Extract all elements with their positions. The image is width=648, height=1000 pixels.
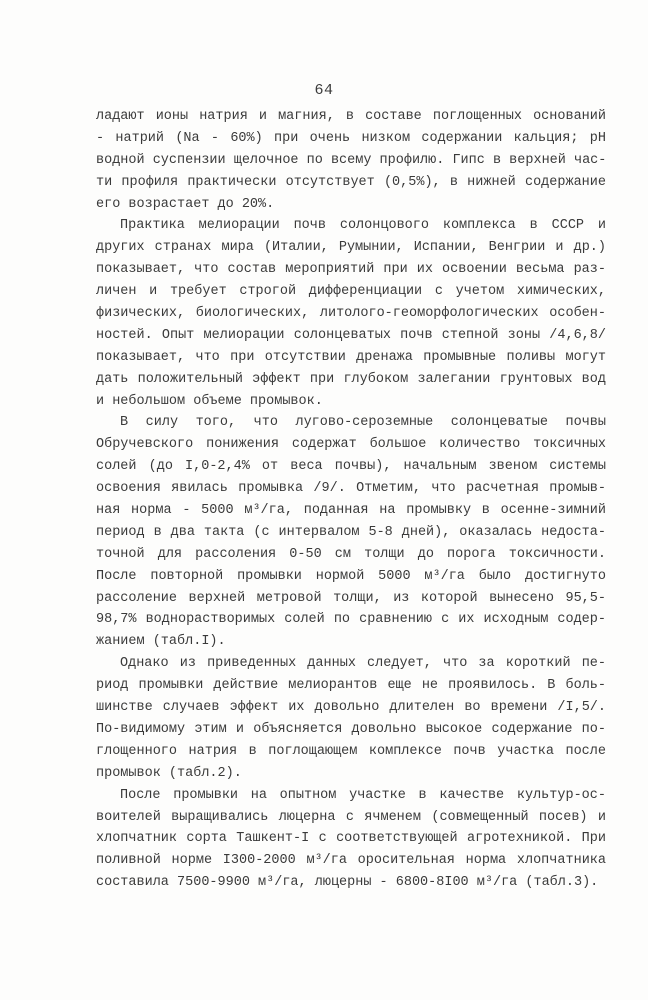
text-line: показывает, что состав мероприятий при их освоении весьма раз- xyxy=(96,262,606,278)
text-line: воителей выращивались люцерна с ячменем (совмещенный посев) и xyxy=(96,809,606,825)
text-line: После повторной промывки нормой 5000 м³/га было достигнуто xyxy=(96,568,606,584)
text-line: освоения явилась промывка /9/. Отметим, что расчетная промыв- xyxy=(96,481,606,497)
text-line: рассоление верхней метровой толщи, из которой вынесено 95,5- xyxy=(96,590,606,606)
text-line: - натрий (Na - 60%) при очень низком содержании кальция; pH xyxy=(96,130,606,146)
text-line: период в два такта (с интервалом 5-8 дней), оказалась недоста- xyxy=(96,524,606,540)
text-line: ная норма - 5000 м³/га, поданная на промывку в осенне-зимний xyxy=(96,503,606,519)
paragraph-continued xyxy=(96,106,606,215)
paragraph-melioration-practice xyxy=(96,215,606,412)
text-line: Практика мелиорации почв солонцового комплекса в СССР и xyxy=(120,218,606,234)
text-line: и небольшом объеме промывок. xyxy=(96,393,323,409)
text-line: По-видимому этим и объясняется довольно высокое содержание по- xyxy=(96,721,606,737)
text-line: точной для рассоления 0-50 см толщи до порога токсичности. xyxy=(96,546,606,562)
text-line: составила 7500-9900 м³/га, люцерны - 6800-8I00 м³/га (табл.3). xyxy=(96,875,599,891)
page-number: 64 xyxy=(314,82,334,99)
paragraph-leaching xyxy=(96,412,606,653)
text-line: Обручевского понижения содержат большое количество токсичных xyxy=(96,437,606,453)
text-line: хлопчатник сорта Ташкент-I с соответствующей агротехникой. При xyxy=(96,831,606,847)
paragraph-ameliorants xyxy=(96,653,606,784)
text-line: промывок (табл.2). xyxy=(96,765,242,781)
text-line: глощенного натрия в поглощающем комплексе почв участка после xyxy=(96,743,606,759)
text-line: ладают ионы натрия и магния, в составе поглощенных оснований xyxy=(96,109,606,124)
text-line: личен и требует строгой дифференциации с учетом химических, xyxy=(96,284,606,300)
text-line: водной суспензии щелочное по всему профилю. Гипс в верхней час- xyxy=(96,152,607,168)
paragraph-crops xyxy=(96,785,606,894)
text-line: шинстве случаев эффект их довольно длителен во времени /I,5/. xyxy=(96,700,606,716)
text-line: 98,7% воднорастворимых солей по сравнению с их исходным содер- xyxy=(96,612,606,628)
text-line: дать положительный эффект при глубоком залегании грунтовых вод xyxy=(96,371,606,387)
text-line: показывает, что при отсутствии дренажа промывные поливы могут xyxy=(96,349,606,365)
text-line: В силу того, что лугово-сероземные солонцеватые почвы xyxy=(120,415,606,431)
text-line: солей (до I,0-2,4% от веса почвы), начальным звеном системы xyxy=(96,459,606,475)
body-text xyxy=(96,106,606,894)
text-line: После промывки на опытном участке в качестве культур-ос- xyxy=(120,787,606,803)
text-line: риод промывки действие мелиорантов еще не проявилось. В боль- xyxy=(96,678,606,694)
text-line: других странах мира (Италии, Румынии, Испании, Венгрии и др.) xyxy=(96,240,606,256)
text-line: Однако из приведенных данных следует, что за короткий пе- xyxy=(120,656,606,672)
text-line: физических, биологических, литолого-геоморфологических особен- xyxy=(96,306,606,322)
text-line: жанием (табл.I). xyxy=(96,634,226,650)
text-line: его возрастает до 20%. xyxy=(96,196,275,212)
text-line: поливной норме I300-2000 м³/га оросительная норма хлопчатника xyxy=(96,853,606,869)
text-line: ностей. Опыт мелиорации солонцеватых почв степной зоны /4,6,8/ xyxy=(96,327,606,343)
text-line: ти профиля практически отсутствует (0,5%), в нижней содержание xyxy=(96,174,606,190)
